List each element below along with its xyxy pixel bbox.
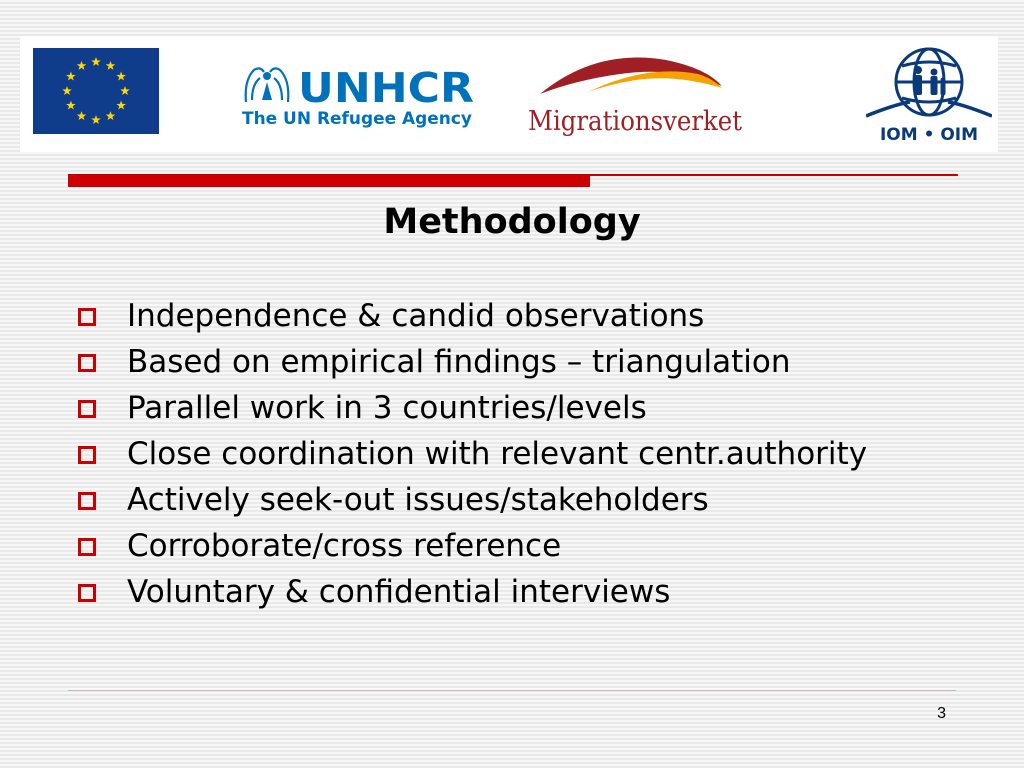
square-bullet-icon: [78, 446, 96, 464]
unhcr-wordmark: UNHCR: [298, 64, 474, 112]
bullet-item: [74, 574, 974, 610]
bullet-item: [74, 390, 974, 426]
unhcr-logo: [240, 62, 476, 130]
migrationsverket-logo: [526, 54, 746, 140]
square-bullet-icon: [78, 308, 96, 326]
eu-flag-icon: [33, 48, 159, 134]
header-rule-thick: [68, 174, 590, 187]
bullet-text: Independence & candid observations: [127, 298, 705, 334]
bullet-text: Corroborate/cross reference: [127, 528, 562, 564]
header-rule-thin: [590, 174, 958, 176]
logo-bar: [20, 36, 998, 152]
bullet-item: [74, 482, 974, 518]
slide-number: 3: [937, 705, 946, 722]
header-rule: [68, 174, 958, 188]
bullet-item: [74, 344, 974, 380]
square-bullet-icon: [78, 584, 96, 602]
square-bullet-icon: [78, 400, 96, 418]
migrationsverket-wordmark: Migrationsverket: [528, 106, 743, 137]
iom-logo: [866, 46, 992, 146]
bullet-text: Parallel work in 3 countries/levels: [127, 390, 647, 426]
square-bullet-icon: [78, 354, 96, 372]
iom-globe-family-icon: [866, 49, 992, 116]
bullet-item: [74, 298, 974, 334]
bullet-item: [74, 436, 974, 472]
iom-wordmark: IOM • OIM: [879, 125, 979, 145]
bullet-text: Based on empirical findings – triangulation: [127, 344, 791, 380]
unhcr-hands-icon: [246, 68, 289, 102]
footer-rule: [68, 690, 956, 691]
square-bullet-icon: [78, 538, 96, 556]
square-bullet-icon: [78, 492, 96, 510]
bullet-item: [74, 528, 974, 564]
bullet-list: [74, 298, 974, 620]
bullet-text: Close coordination with relevant centr.authority: [127, 436, 868, 472]
bullet-text: Voluntary & confidential interviews: [127, 574, 671, 610]
unhcr-tagline: The UN Refugee Agency: [242, 109, 472, 129]
slide-title: Methodology: [383, 202, 641, 242]
bullet-text: Actively seek-out issues/stakeholders: [127, 482, 709, 518]
